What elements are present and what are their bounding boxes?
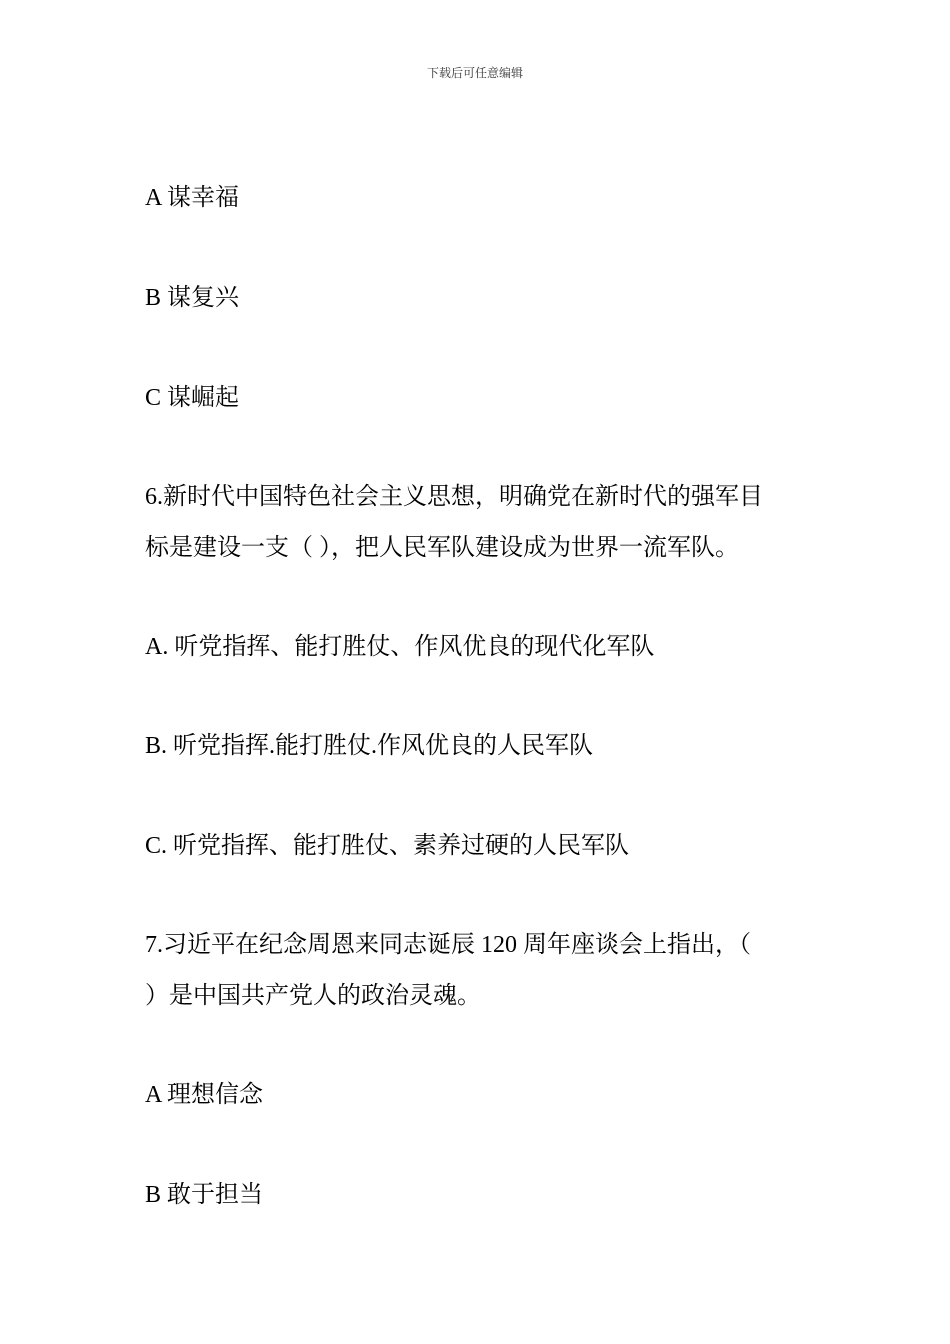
question-7-line-2: ）是中国共产党人的政治灵魂。	[145, 983, 481, 1009]
option-a-q5: A 谋幸福	[145, 185, 240, 211]
option-a-q6: A. 听党指挥、能打胜仗、作风优良的现代化军队	[145, 634, 655, 660]
option-c-q6: C. 听党指挥、能打胜仗、素养过硬的人民军队	[145, 833, 630, 859]
page-header: 下载后可任意编辑	[426, 66, 523, 80]
option-b-q7: B 敢于担当	[145, 1182, 264, 1208]
question-6-line-1: 6.新时代中国特色社会主义思想，明确党在新时代的强军目	[145, 484, 763, 510]
option-b-q5: B 谋复兴	[145, 285, 240, 311]
option-a-q7: A 理想信念	[145, 1082, 264, 1108]
question-6-line-2: 标是建设一支（ ），把人民军队建设成为世界一流军队。	[145, 535, 739, 561]
question-7-line-1: 7.习近平在纪念周恩来同志诞辰 120 周年座谈会上指出，（	[145, 932, 751, 958]
option-b-q6: B. 听党指挥.能打胜仗.作风优良的人民军队	[145, 733, 594, 759]
option-c-q5: C 谋崛起	[145, 385, 240, 411]
